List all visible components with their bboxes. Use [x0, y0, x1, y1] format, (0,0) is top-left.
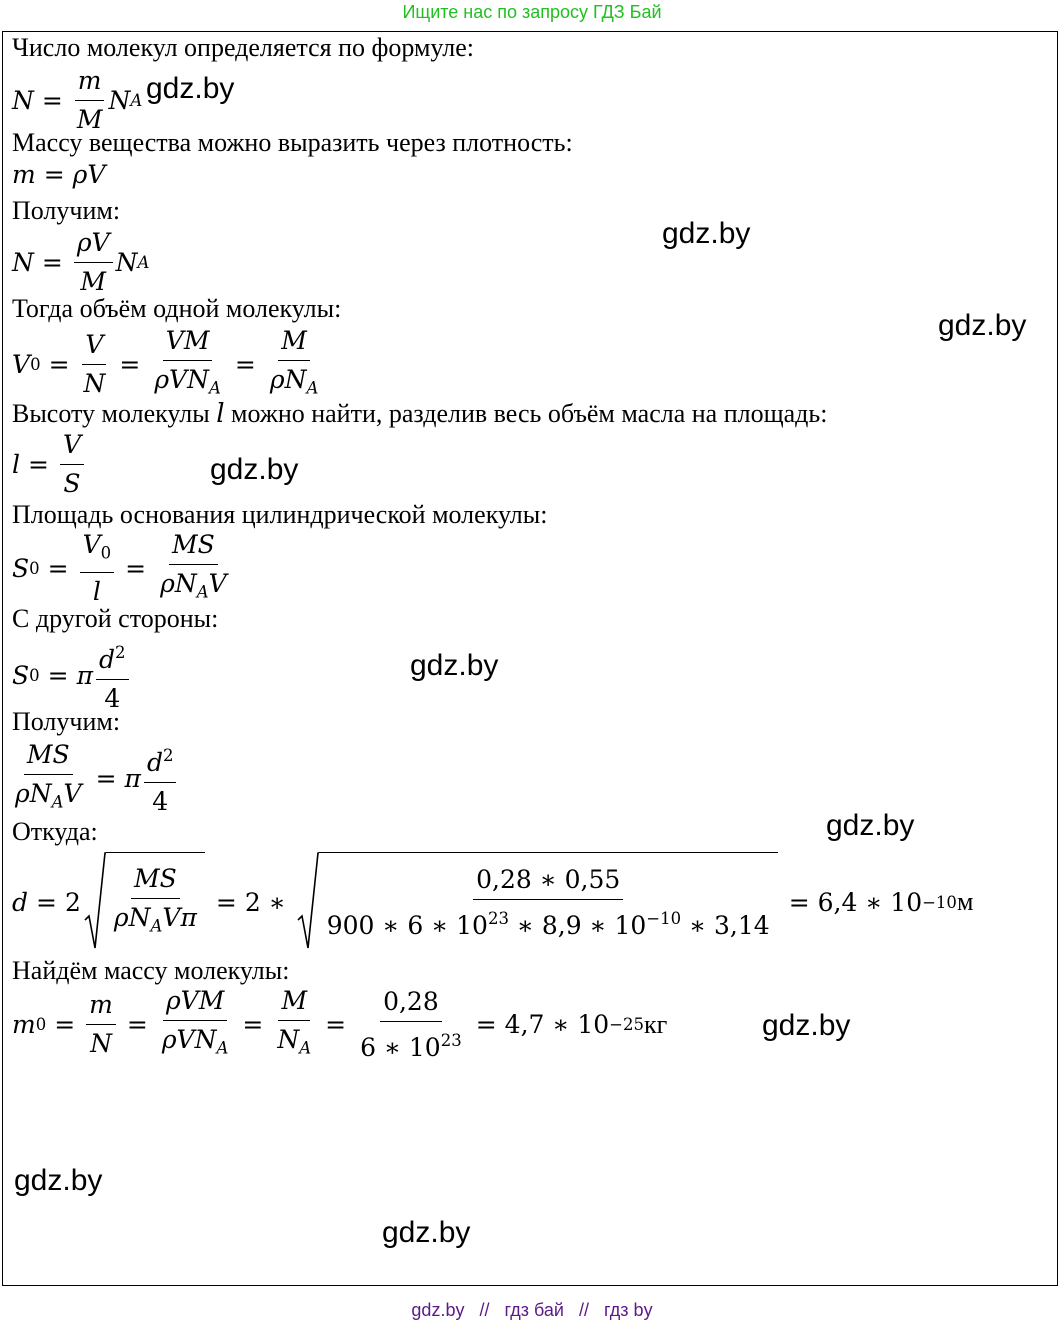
text-line-8: Получим:	[12, 707, 121, 736]
watermark: gdz.by	[382, 1216, 471, 1249]
watermark: gdz.by	[410, 649, 499, 682]
footer-link-gdz-by-2[interactable]: гдз by	[604, 1300, 653, 1320]
top-banner	[0, 0, 1064, 28]
square-root: $\frac{0,28 ∗ 0,55}{900 ∗ 6 ∗ 10^{23} ∗ 8,9 ∗ 10^{-10} ∗ 3,14}$	[297, 852, 778, 952]
formula-diameter: d = 2 $\frac{MS}{\rho N_AV\pi}$ = 2 ∗ $\frac{0,28 ∗ 0,55}{900 ∗ 6 ∗ 10^{23} ∗ 8,9 ∗ 10^{-10} ∗ 3,14}$ = 6,4 ∗ 10 −10 м	[12, 852, 973, 952]
text-line-7: С другой стороны:	[12, 604, 219, 633]
formula-circle-area: S 0 = π $\frac{d^2}{4}$	[12, 636, 132, 716]
watermark: gdz.by	[938, 309, 1027, 342]
text-line-9: Откуда:	[12, 817, 98, 846]
watermark: gdz.by	[762, 1009, 851, 1042]
formula-height: l = $\frac{V}{S}$	[12, 428, 87, 501]
formula-mass-density: m = ρ V	[12, 160, 106, 189]
banner-text: Ищите нас по запросу ГДЗ Бай	[402, 2, 662, 22]
formula-base-area: S 0 = $\frac{V_0}{l}$ = $\frac{MS}{\rho N_AV}$	[12, 530, 227, 607]
text-line-6: Площадь основания цилиндрической молекулы:	[12, 500, 548, 529]
footer-separator: //	[479, 1300, 490, 1320]
watermark: gdz.by	[14, 1164, 103, 1197]
formula-molecule-mass: m 0 = $\frac{m}{N}$ = $\frac{\text{ρVM}}{\rho VN_A}$ = $\frac{M}{N_A}$ = $\frac{0,28}{6 ∗ 10^{23}}$ = 4,7 ∗ 10 −25 кг	[12, 986, 668, 1062]
footer-links	[0, 1296, 1064, 1324]
formula-count-density: N = $\frac{\rho V}{M}$ N A	[12, 228, 150, 296]
watermark: gdz.by	[826, 809, 915, 842]
solution-frame	[2, 31, 1058, 1286]
watermark: gdz.by	[146, 72, 235, 105]
square-root: $\frac{MS}{\rho N_AV\pi}$	[84, 852, 205, 952]
text-line-1: Число молекул определяется по формуле:	[12, 33, 474, 62]
text-line-2: Массу вещества можно выразить через плотность:	[12, 128, 573, 157]
footer-link-gdz-by[interactable]: gdz.by	[411, 1300, 465, 1320]
formula-equate-areas: $\frac{MS}{\rho N_AV}$ = π $\frac{d^2}{4}$	[12, 738, 179, 819]
text-line-4: Тогда объём одной молекулы:	[12, 294, 342, 323]
footer-link-gdz-bai[interactable]: гдз бай	[504, 1300, 564, 1320]
formula-molecule-count: N = $\frac{m}{M}$ N A	[12, 64, 142, 137]
text-line-5: Высоту молекулы l можно найти, разделив весь объём масла на площадь:	[12, 399, 828, 429]
formula-molecule-volume: V 0 = $\frac{V}{N}$ = $\frac{VM}{\rho VN_A}$ = $\frac{M}{\rho N_A}$	[12, 326, 319, 399]
fraction: $\frac{m}{M}$	[74, 64, 106, 137]
watermark: gdz.by	[662, 217, 751, 250]
footer-separator: //	[579, 1300, 590, 1320]
text-line-3: Получим:	[12, 196, 121, 225]
text-line-10: Найдём массу молекулы:	[12, 956, 290, 985]
watermark: gdz.by	[210, 453, 299, 486]
